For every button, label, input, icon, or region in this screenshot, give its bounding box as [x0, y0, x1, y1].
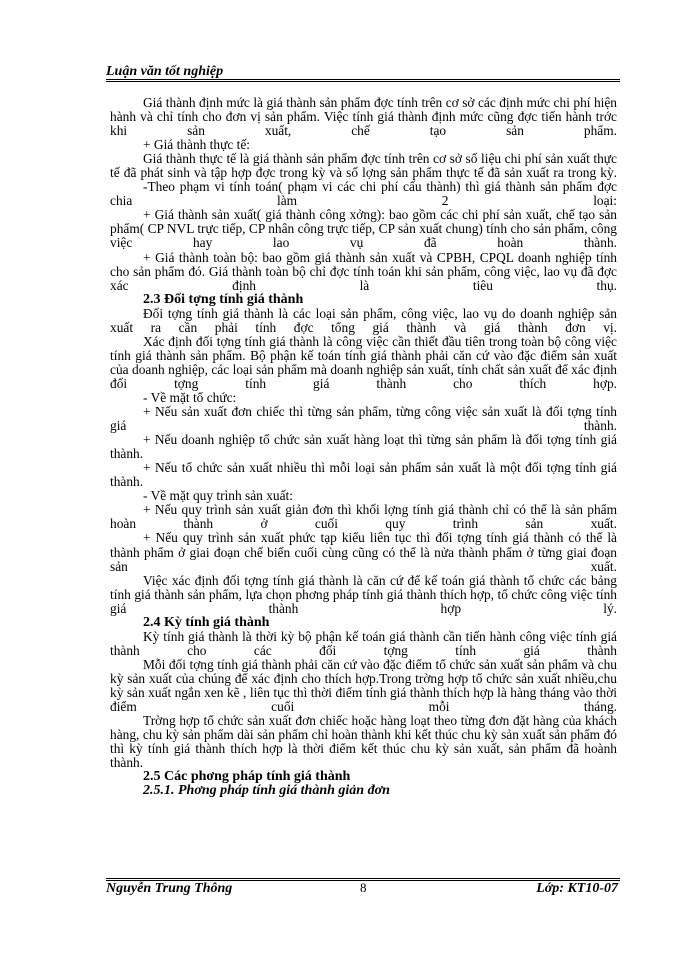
paragraph: + Nếu quy trình sản xuất giản đơn thì khối lợng tính giá thành chỉ có thể là sản phẩm hoàn thành ở cuối quy trình sản xuất. — [110, 502, 617, 532]
section-heading: 2.5.1. Phơng pháp tính giá thành giản đơn — [143, 783, 390, 799]
paragraph: + Giá thành toàn bộ: bao gồm giá thành sản xuất và CPBH, CPQL doanh nghiệp tính cho sản phẩm đó. Giá thành toàn bộ chỉ đợc tính toán khi sản phẩm, công việc, lao vụ đã đợc xác định là tiêu thụ. — [110, 249, 617, 293]
paragraph: Kỳ tính giá thành là thời kỳ bộ phận kế toán giá thành cần tiến hành công việc tính giá thành cho các đối tợng tính giá thành — [110, 628, 617, 658]
page-number: 8 — [360, 880, 367, 895]
paragraph: + Nếu sản xuất đơn chiếc thì từng sản phẩm, từng công việc sản xuất là đối tợng tính giá thành. — [110, 404, 617, 434]
section-heading: 2.5 Các phơng pháp tính giá thành — [143, 769, 351, 785]
section-heading: 2.3 Đối tợng tính giá thành — [143, 291, 304, 307]
paragraph: Giá thành thực tế là giá thành sản phẩm đợc tính trên cơ sở số liệu chi phí sản xuất thực tế đã phát sinh và tập hợp đợc trong kỳ và số lợng sản phẩm thực tế đã sản xuất ra trong kỳ. — [110, 151, 617, 181]
paragraph: + Nếu doanh nghiệp tổ chức sản xuất hàng loạt thì từng sản phẩm là đối tợng tính giá thành. — [110, 432, 617, 462]
paragraph: - Về mặt quy trình sản xuất: — [143, 488, 293, 504]
paragraph: - Về mặt tổ chức: — [143, 389, 237, 405]
paragraph: Trờng hợp tổ chức sản xuất đơn chiếc hoặc hàng loạt theo từng đơn đặt hàng của khách hàng, chu kỳ sản phẩm dài sản phẩm chỉ hoàn thành khi kết thúc chu kỳ sản xuất sản phẩm đó thì kỳ tính giá thành thích hợp là thời điểm kết thúc chu kỳ sản xuất, sản phẩm đã hoành thành. — [110, 713, 617, 771]
section-heading: 2.4 Kỳ tính giá thành — [143, 614, 270, 630]
paragraph: Việc xác định đối tợng tính giá thành là căn cứ để kế toán giá thành tổ chức các bảng tính giá thành sản phẩm, lựa chọn phơng pháp tính giá thành thích hợp, tổ chức công việc tính giá thành hợp lý. — [110, 572, 617, 616]
document-body — [110, 96, 617, 798]
paragraph: Xác định đối tợng tính giá thành là công việc cần thiết đầu tiên trong toàn bộ công việc tính giá thành sản phẩm. Bộ phận kế toán tính giá thành phải căn cứ vào đặc điểm sản xuất của doanh nghiệp, các loại sản phẩm mà doanh nghiệp sản xuất, tính chất sản xuất để xác định đối tợng tính giá thành cho thích hợp. — [110, 333, 617, 391]
paragraph: Mỗi đối tợng tính giá thành phải căn cứ vào đặc điểm tổ chức sản xuất sản phẩm và chu kỳ sản xuất của chúng để xác định cho thích hợp.Trong trờng hợp tổ chức sản xuất nhiều,chu kỳ sản xuất ngắn xen kẽ , liên tục thì thời điểm tính giá thành thích hợp là hàng tháng vào thời điểm cuối mỗi tháng. — [110, 656, 617, 715]
header-divider — [106, 79, 620, 82]
paragraph: -Theo phạm vi tính toán( phạm vi các chi phí cấu thành) thì giá thành sản phẩm đợc chia làm 2 loại: — [110, 179, 617, 209]
running-header: Luận văn tốt nghiệp — [106, 64, 224, 79]
footer-class: Lớp: KT10-07 — [536, 881, 618, 896]
paragraph: + Nếu tổ chức sản xuất nhiều thì mỗi loại sản phẩm sản xuất là một đối tợng tính giá thành. — [110, 460, 617, 490]
paragraph: + Giá thành sản xuất( giá thành công xởng): bao gồm các chi phí sản xuất, chế tạo sản phẩm( CP NVL trực tiếp, CP nhân công trực tiếp, CP sản xuất chung) tính cho sản phẩm, công việc hay lao vụ đã hoàn thành. — [110, 207, 617, 251]
footer-author: Nguyễn Trung Thông — [106, 881, 233, 896]
paragraph: + Nếu quy trình sản xuất phức tạp kiểu liên tục thì đối tợng tính giá thành có thể là thành phẩm ở giai đoạn chế biến cuối cùng cũng có thể là nửa thành phẩm ở từng giai đoạn sản xuất. — [110, 530, 617, 574]
paragraph: Đối tợng tính giá thành là các loại sản phẩm, công việc, lao vụ do doanh nghiệp sản xuất ra cần phải tính đợc tổng giá thành và giá thành đơn vị. — [110, 305, 617, 335]
paragraph: Giá thành định mức là giá thành sản phẩm đợc tính trên cơ sở các định mức chi phí hiện hành và chỉ tính cho đơn vị sản phẩm. Việc tính giá thành định mức cũng đợc tiến hành trớc khi sản xuất, chế tạo sản phẩm. — [110, 95, 617, 139]
paragraph: + Giá thành thực tế: — [143, 137, 251, 153]
